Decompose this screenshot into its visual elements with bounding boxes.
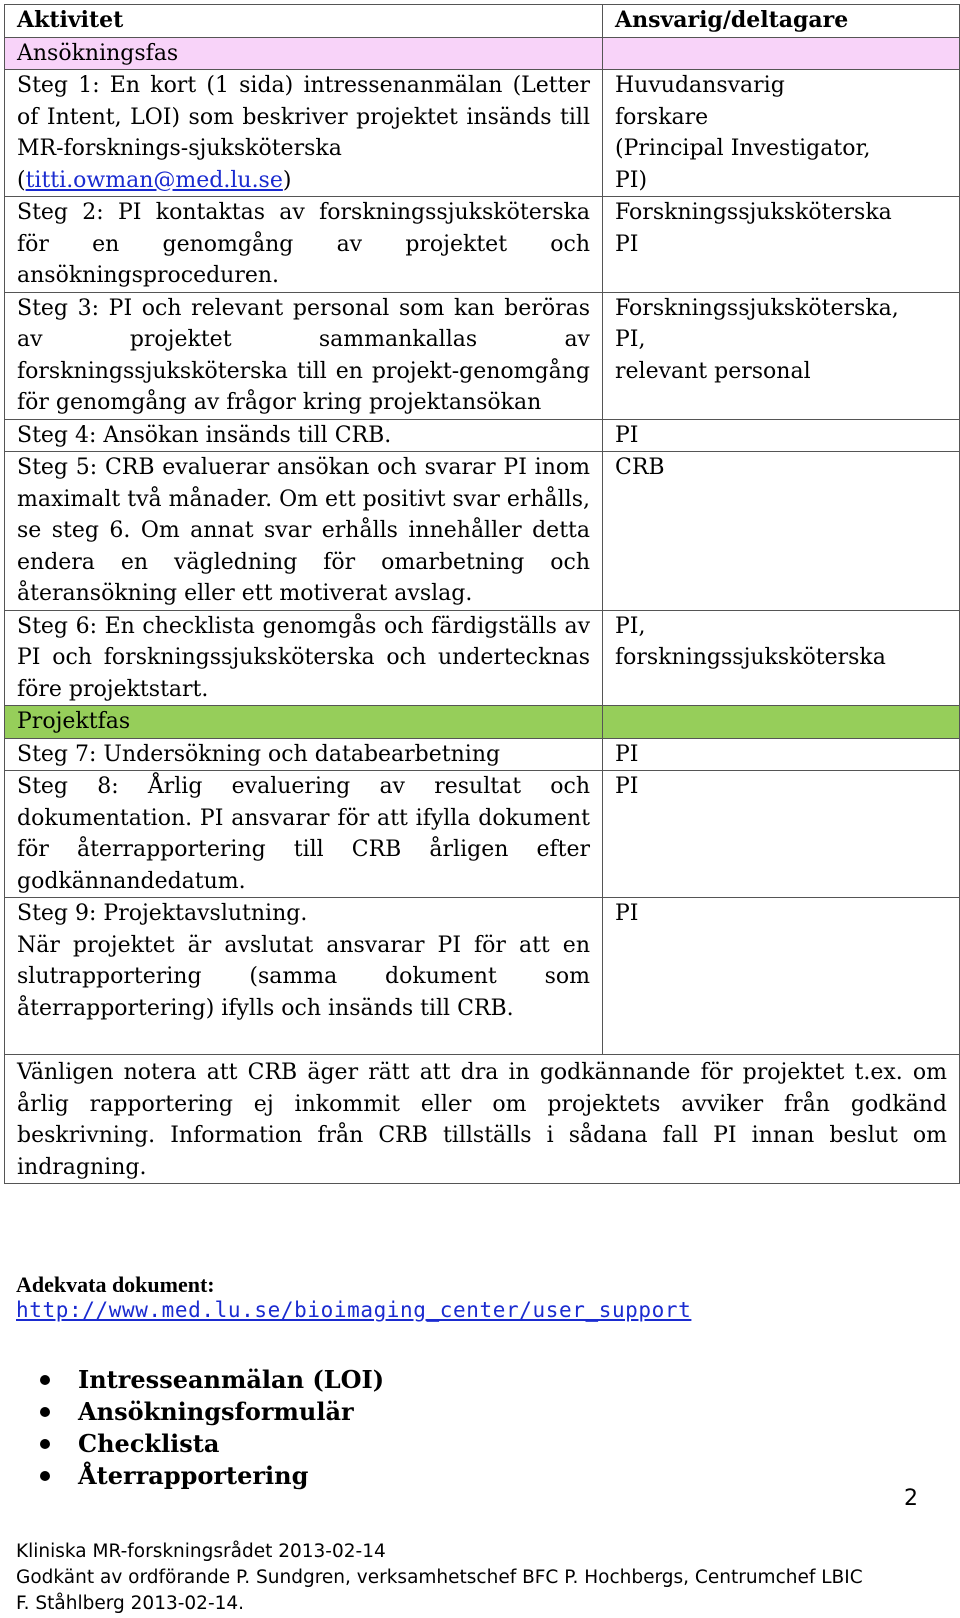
documents-url-link[interactable]: http://www.med.lu.se/bioimaging_center/user_support	[16, 1298, 692, 1322]
documents-title: Adekvata dokument:	[16, 1272, 215, 1297]
note-row	[5, 1055, 960, 1184]
step6-resp-line: PI,	[615, 613, 646, 639]
step6-activity: Steg 6: En checklista genomgås och färdigställs av PI och forskningssjuksköterska och undertecknas före projektstart.	[5, 610, 603, 706]
step1-text-end: )	[282, 167, 292, 193]
step4-responsible: PI	[603, 419, 960, 452]
process-table	[4, 4, 960, 1184]
document-item-label: Intresseanmälan (LOI)	[78, 1365, 385, 1394]
footer-line: Godkänt av ordförande P. Sundgren, verksamhetschef BFC P. Hochbergs, Centrumchef LBIC	[16, 1567, 863, 1588]
step9-responsible: PI	[603, 898, 960, 1055]
table-row-step5	[5, 452, 960, 611]
table-row-step7	[5, 738, 960, 771]
table-header-row	[5, 5, 960, 38]
step7-activity: Steg 7: Undersökning och databearbetning	[5, 738, 603, 771]
step9-text: När projektet är avslutat ansvarar PI för att en slutrapportering (samma dokument som återrapportering) ifylls och insänds till CRB.	[17, 932, 590, 1021]
step4-activity: Steg 4: Ansökan insänds till CRB.	[5, 419, 603, 452]
document-item-label: Återrapportering	[78, 1461, 309, 1490]
step2-resp-line: PI	[615, 231, 639, 257]
page-number: 2	[904, 1486, 918, 1511]
step9-title: Steg 9: Projektavslutning.	[17, 901, 308, 926]
header-activity: Aktivitet	[5, 5, 603, 38]
document-page	[4, 4, 959, 1184]
table-row-step8	[5, 771, 960, 898]
step8-activity: Steg 8: Årlig evaluering av resultat och dokumentation. PI ansvarar för att ifylla dokument för återrapportering till CRB årligen efter godkännandedatum.	[5, 771, 603, 898]
phase-row-project	[5, 706, 960, 739]
table-row-step9	[5, 898, 960, 1055]
phase-project-label: Projektfas	[5, 706, 603, 739]
step3-resp-line: relevant personal	[615, 358, 811, 384]
list-item	[0, 1460, 700, 1492]
step5-activity: Steg 5: CRB evaluerar ansökan och svarar PI inom maximalt två månader. Om ett positivt svar erhålls, se steg 6. Om annat svar erhålls innehåller detta endera en vägledning för omarbetning och återansökning eller ett motiverat avslag.	[5, 452, 603, 611]
step3-activity: Steg 3: PI och relevant personal som kan beröras av projektet sammankallas av forskningssjuksköterska till en projekt-genomgång för genomgång av frågor kring projektansökan	[5, 292, 603, 419]
footer-line: F. Ståhlberg 2013-02-14.	[16, 1593, 245, 1614]
step1-resp-line: forskare	[615, 104, 709, 130]
step8-responsible: PI	[603, 771, 960, 898]
phase-project-filler	[603, 706, 960, 739]
email-link[interactable]: titti.owman@med.lu.se	[25, 167, 283, 193]
phase-application-filler	[603, 37, 960, 70]
table-row-step6	[5, 610, 960, 706]
step2-activity: Steg 2: PI kontaktas av forskningssjuksköterska för en genomgång av projektet och ansökningsproceduren.	[5, 197, 603, 293]
step1-activity	[5, 70, 603, 197]
step2-responsible	[603, 197, 960, 293]
footer-line: Kliniska MR-forskningsrådet 2013-02-14	[16, 1541, 386, 1562]
revocation-note: Vänligen notera att CRB äger rätt att dra in godkännande för projektet t.ex. om årlig rapportering ej inkommit eller om projektets avviker från godkänd beskrivning. Information från CRB tillställs i sådana fall PI innan beslut om indragning.	[5, 1055, 960, 1184]
documents-list-block	[0, 1364, 700, 1492]
step3-resp-line: PI,	[615, 327, 646, 352]
list-item	[0, 1364, 700, 1396]
step3-responsible	[603, 292, 960, 419]
phase-row-application	[5, 37, 960, 70]
step2-resp-line: Forskningssjuksköterska	[615, 200, 892, 225]
header-responsible: Ansvarig/deltagare	[603, 5, 960, 38]
step1-responsible	[603, 70, 960, 197]
step1-resp-line: (Principal Investigator,	[615, 136, 871, 161]
document-item-label: Ansökningsformulär	[78, 1397, 354, 1426]
table-row-step2	[5, 197, 960, 293]
step9-activity	[5, 898, 603, 1055]
step1-text: Steg 1: En kort (1 sida) intressenanmälan (Letter of Intent, LOI) som beskriver projektet insänds till MR-forsknings-sjuksköterska (	[17, 73, 590, 193]
bullet-icon	[40, 1407, 50, 1417]
step6-resp-line: forskningssjuksköterska	[615, 645, 886, 670]
table-row-step1	[5, 70, 960, 197]
step3-resp-line: Forskningssjuksköterska,	[615, 295, 899, 321]
table-row-step4	[5, 419, 960, 452]
step6-responsible	[603, 610, 960, 706]
step7-responsible: PI	[603, 738, 960, 771]
document-item-label: Checklista	[78, 1429, 220, 1458]
step5-responsible: CRB	[603, 452, 960, 611]
list-item	[0, 1428, 700, 1460]
page-footer	[16, 1539, 863, 1617]
step1-resp-line: PI)	[615, 167, 648, 193]
bullet-icon	[40, 1439, 50, 1449]
table-row-step3	[5, 292, 960, 419]
documents-section	[16, 1272, 691, 1322]
phase-application-label: Ansökningsfas	[5, 37, 603, 70]
bullet-icon	[40, 1375, 50, 1385]
step1-resp-line: Huvudansvarig	[615, 73, 785, 98]
documents-list	[0, 1364, 700, 1492]
list-item	[0, 1396, 700, 1428]
bullet-icon	[40, 1471, 50, 1481]
